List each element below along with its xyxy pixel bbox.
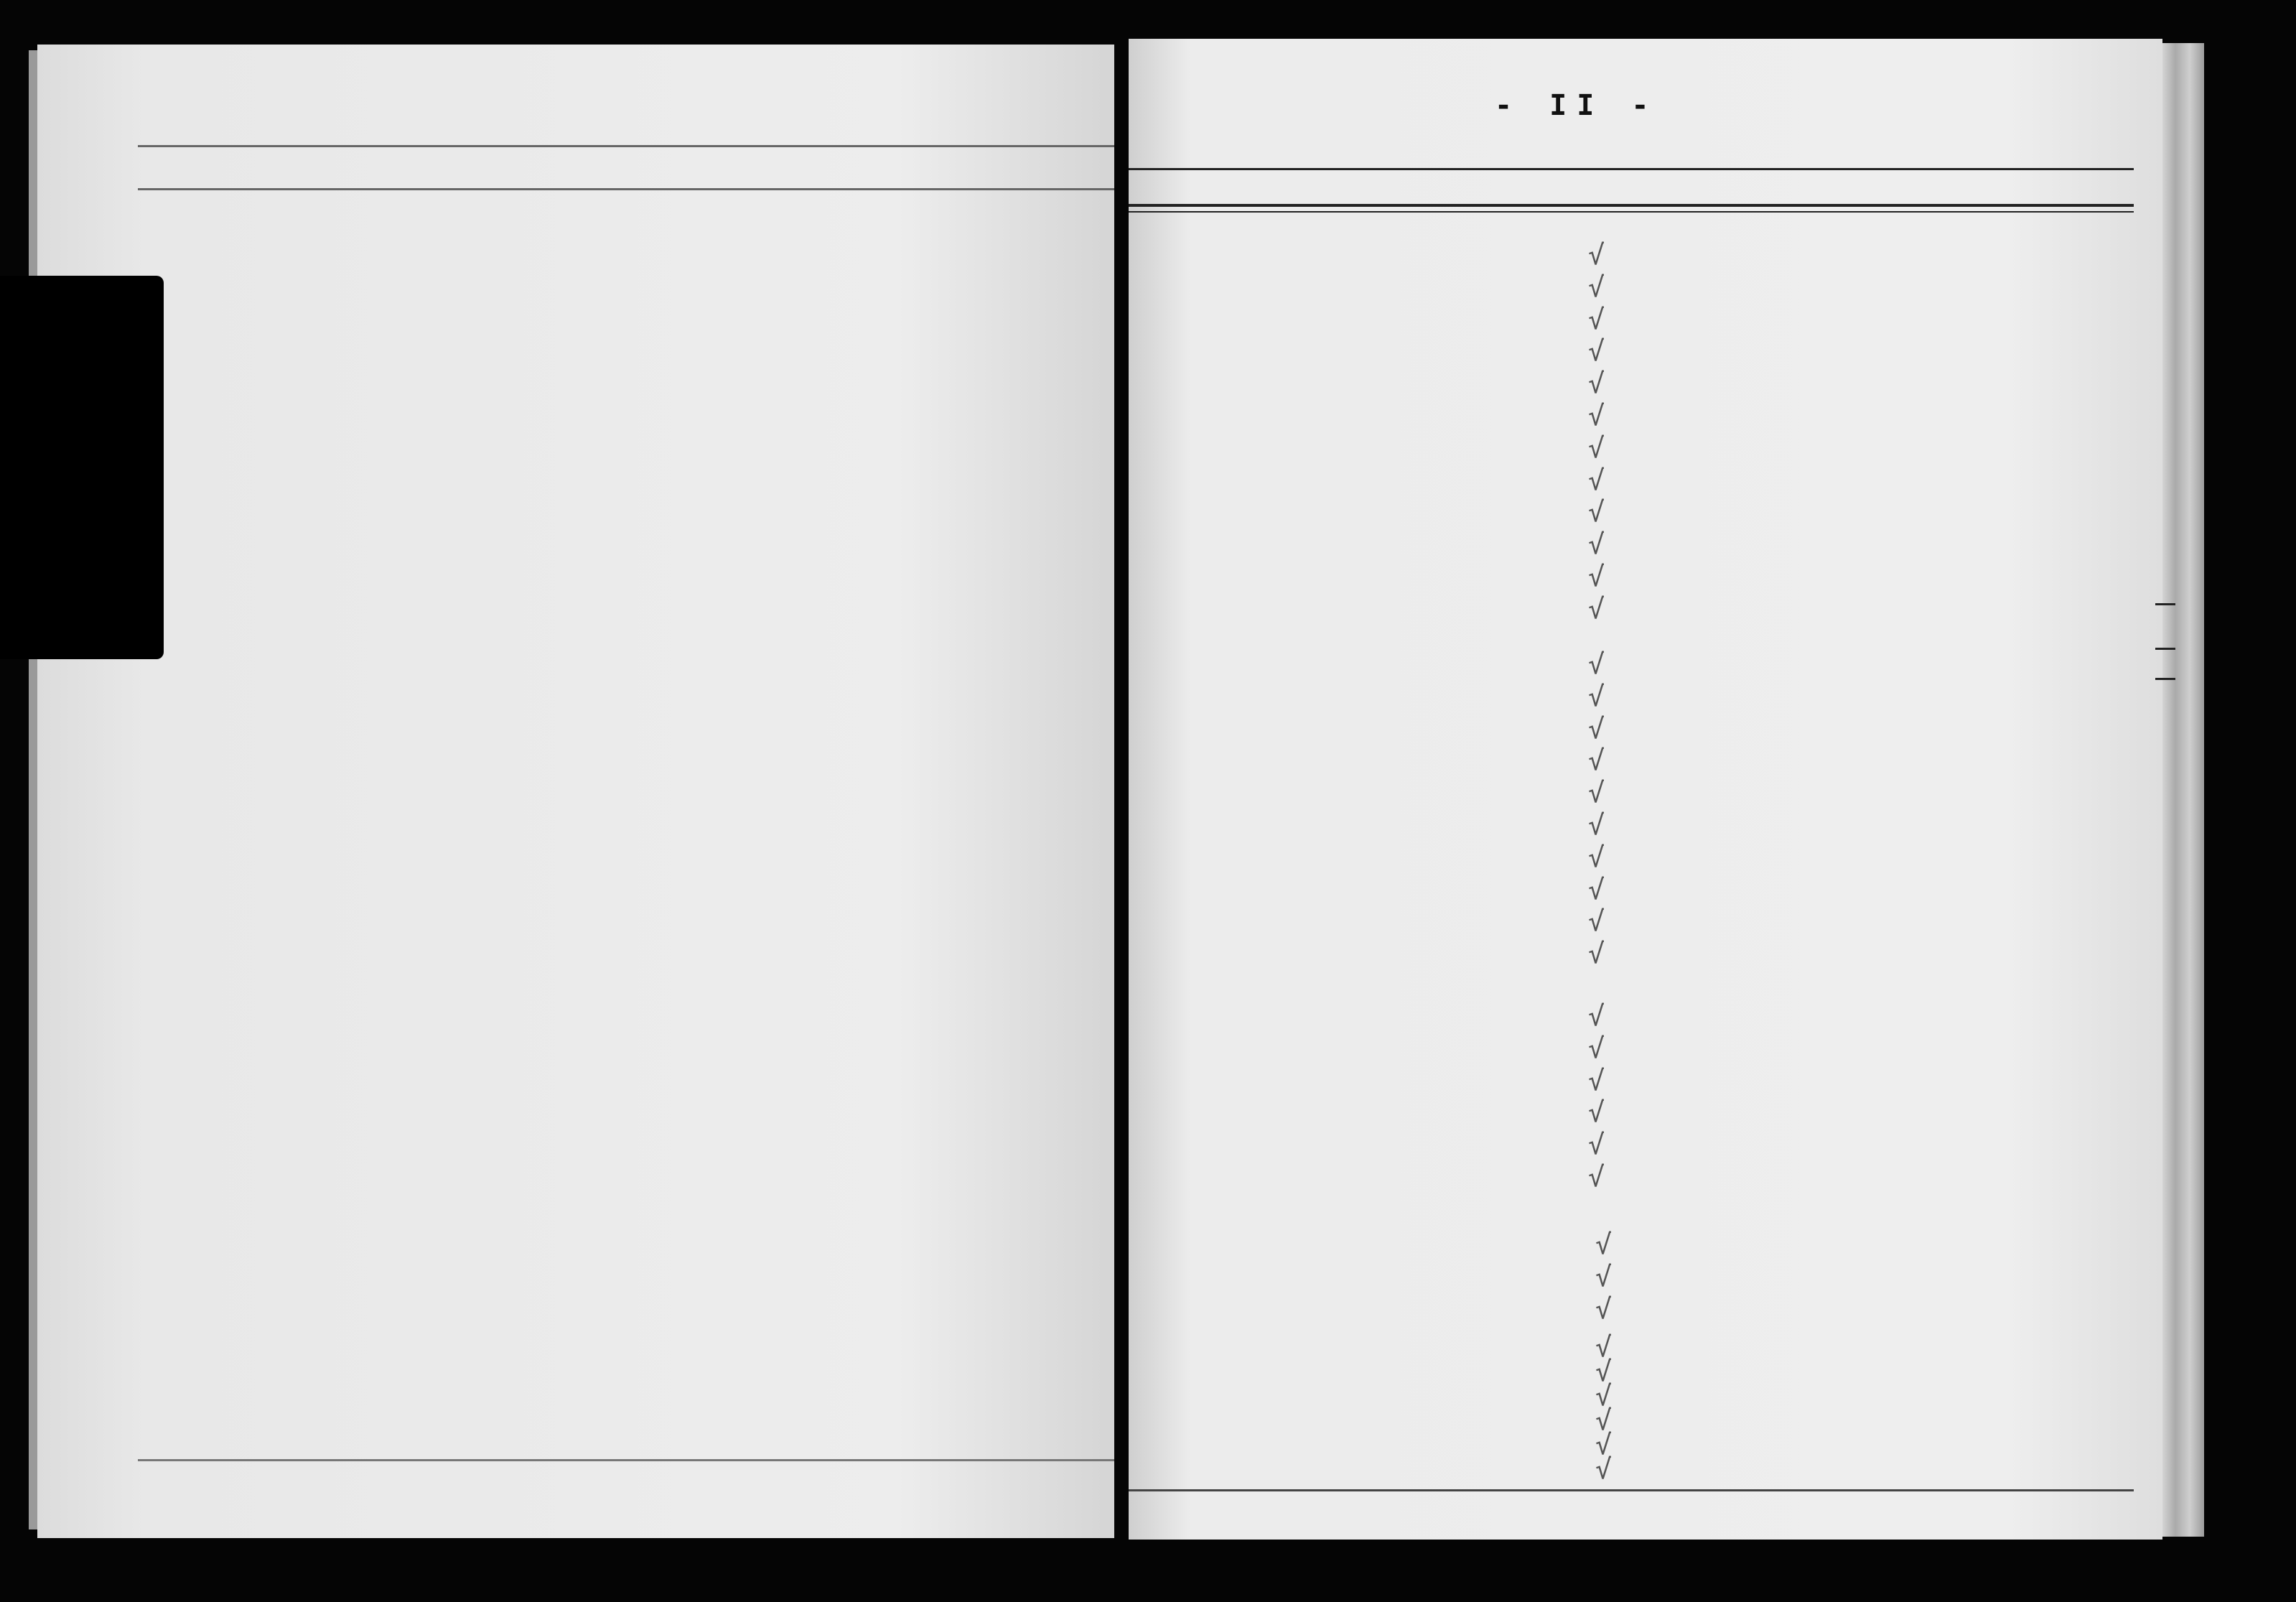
- list-item: [1129, 303, 2134, 335]
- list-item: [1129, 335, 2134, 368]
- margin-mark-3: [2155, 678, 2175, 680]
- list-item: [1129, 841, 2134, 873]
- list-item: [1129, 1000, 2134, 1032]
- check-mark: √: [1588, 1161, 1605, 1193]
- right-page-edge: [2161, 43, 2204, 1537]
- left-header-rule-top: [138, 145, 1114, 147]
- list-item: [1129, 1231, 2134, 1260]
- check-mark: √: [1588, 1096, 1605, 1129]
- list-item: [1129, 561, 2134, 592]
- check-mark: √: [1588, 905, 1605, 938]
- right-page: [1129, 39, 2162, 1540]
- list-item: [1129, 1261, 2134, 1293]
- check-mark: √: [1588, 841, 1605, 873]
- check-mark: √: [1595, 1453, 1612, 1485]
- check-mark: √: [1588, 528, 1605, 561]
- list-item: [1129, 680, 2134, 712]
- check-mark: √: [1588, 873, 1605, 905]
- list-item: [1129, 777, 2134, 809]
- list-item: [1129, 648, 2134, 680]
- margin-mark-2: [2155, 648, 2175, 650]
- check-mark: √: [1595, 1331, 1612, 1363]
- list-item: [1129, 1032, 2134, 1064]
- check-mark: √: [1588, 1000, 1605, 1032]
- check-mark: √: [1588, 400, 1605, 432]
- check-mark: √: [1588, 561, 1605, 592]
- check-mark: √: [1588, 464, 1605, 496]
- check-mark: √: [1595, 1356, 1612, 1387]
- black-marker-tab: [0, 276, 164, 659]
- list-item: [1129, 592, 2134, 625]
- list-item: [1129, 496, 2134, 528]
- left-header-rule-bottom: [138, 188, 1114, 190]
- check-mark: √: [1595, 1380, 1612, 1412]
- check-mark: √: [1588, 680, 1605, 712]
- check-mark: √: [1588, 938, 1605, 970]
- left-page-bleedthrough: [37, 45, 1114, 1538]
- check-mark: √: [1588, 809, 1605, 841]
- list-item: [1129, 1293, 2134, 1325]
- check-mark: √: [1588, 496, 1605, 528]
- header-rule-top: [1129, 168, 2134, 170]
- list-item: [1129, 1129, 2134, 1161]
- check-mark: √: [1588, 712, 1605, 745]
- list-item: [1129, 938, 2134, 970]
- margin-mark-1: [2155, 603, 2175, 605]
- list-item: [1129, 368, 2134, 400]
- check-mark: √: [1588, 1032, 1605, 1064]
- list-item: [1129, 400, 2134, 432]
- check-mark: √: [1588, 745, 1605, 777]
- list-item: [1129, 873, 2134, 905]
- check-mark: √: [1595, 1405, 1612, 1436]
- list-item: [1129, 271, 2134, 303]
- list-item: [1129, 1161, 2134, 1193]
- check-mark: √: [1588, 1064, 1605, 1096]
- list-item: [1129, 809, 2134, 841]
- check-mark: √: [1588, 368, 1605, 400]
- header-rule-middle: [1129, 204, 2134, 207]
- check-mark: √: [1595, 1293, 1612, 1325]
- list-item: [1129, 239, 2134, 271]
- list-item: [1129, 1453, 2134, 1485]
- check-mark: √: [1588, 777, 1605, 809]
- left-page: [37, 45, 1114, 1538]
- list-item: [1129, 432, 2134, 464]
- list-item: [1129, 905, 2134, 938]
- check-mark: √: [1588, 1129, 1605, 1161]
- list-item: [1129, 464, 2134, 496]
- list-item: [1129, 1096, 2134, 1129]
- page-number: - II -: [1495, 89, 1659, 122]
- list-item: [1129, 745, 2134, 777]
- check-mark: √: [1588, 592, 1605, 625]
- list-item: [1129, 712, 2134, 745]
- check-mark: √: [1588, 335, 1605, 368]
- check-mark: √: [1588, 239, 1605, 271]
- left-page-bottom-rule: [138, 1459, 1114, 1461]
- header-rule-bottom: [1129, 211, 2134, 213]
- check-mark: √: [1595, 1429, 1612, 1461]
- check-mark: √: [1595, 1261, 1612, 1293]
- check-mark: √: [1588, 303, 1605, 335]
- check-mark: √: [1588, 271, 1605, 303]
- list-item: [1129, 528, 2134, 561]
- list-item: [1129, 1064, 2134, 1096]
- check-mark: √: [1588, 648, 1605, 680]
- bottom-rule: [1129, 1489, 2134, 1491]
- check-mark: √: [1595, 1229, 1612, 1260]
- check-mark: √: [1588, 432, 1605, 464]
